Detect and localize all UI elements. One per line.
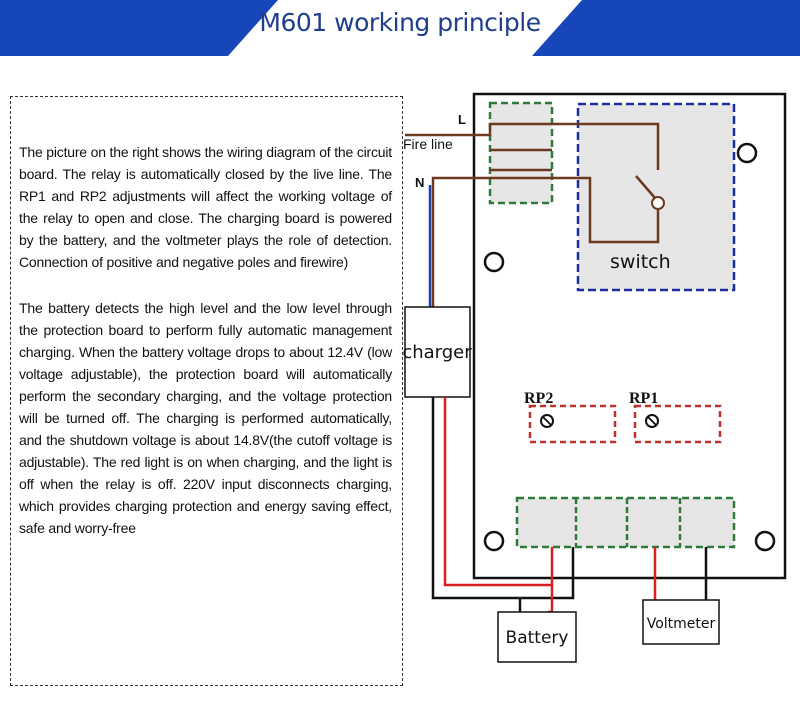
mount-hole-mid-left — [485, 253, 503, 271]
voltmeter-label: Voltmeter — [646, 616, 716, 632]
mount-hole-top-right — [738, 144, 756, 162]
neutral-label: N — [415, 175, 425, 190]
live-label: L — [458, 112, 466, 127]
battery-label: Battery — [505, 628, 569, 648]
charger-label: charger — [402, 342, 472, 363]
description-paragraph-1: The picture on the right shows the wiring diagram of the circuit board. The relay is automatically closed by the live line. The RP1 and RP2 adjustments will affect the working voltage of the relay to open and close. The charging board is powered by the battery, and the voltmeter plays the role of detection. Connection of positive and negative poles and firewire) — [19, 144, 392, 270]
page-title: M601 working principle — [259, 8, 541, 37]
output-terminal-shade — [517, 498, 734, 547]
mount-hole-bottom-right — [756, 532, 774, 550]
rp1-label: RP1 — [629, 390, 659, 407]
switch-label: switch — [610, 251, 671, 273]
switch-contact — [652, 197, 664, 209]
fire-line-label: Fire line — [403, 136, 453, 152]
input-terminal-shade — [490, 103, 552, 203]
mount-hole-bottom-left — [485, 532, 503, 550]
rp2-label: RP2 — [524, 390, 554, 407]
description-paragraph-2: The battery detects the high level and the low level through the protection board to perform fully automatic management charging. When the battery voltage drops to about 12.4V (low voltage adjustable), the protection board will automatically perform the secondary charging, and the voltage protection will be turned off. The charging is performed automatically, and the shutdown voltage is about 14.8V(the cutoff voltage is adjustable). The red light is on when charging, and the light is off when the relay is off. 220V input disconnects charging, which provides charging protection and energy saving effect, safe and worry-free — [19, 300, 392, 536]
